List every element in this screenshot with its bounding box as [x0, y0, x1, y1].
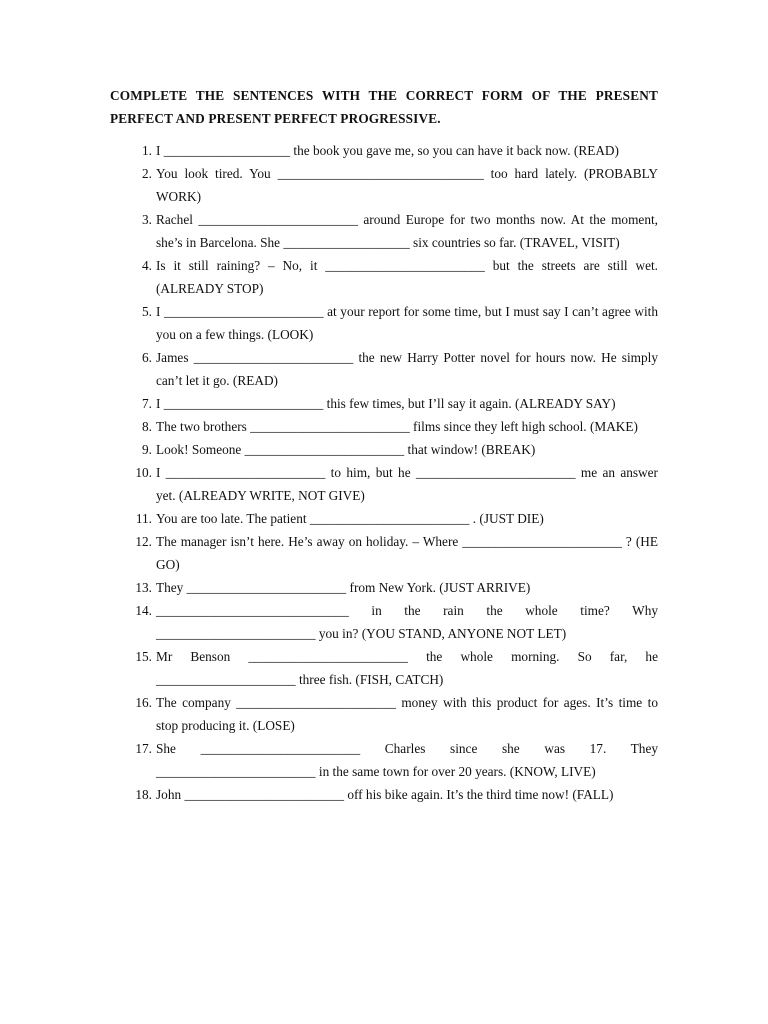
item-text: Rachel ________________________ around Europe for two months now. At the moment, she’s in Barcelona. She ___________________ six countries so far. (TRAVEL, VISIT): [156, 212, 658, 250]
exercise-item-7: [142, 392, 658, 415]
exercise-item-8: [142, 415, 658, 438]
title-line-2: PERFECT AND PRESENT PERFECT PROGRESSIVE.: [110, 111, 441, 126]
item-number: 14.: [135, 603, 152, 618]
item-text: I ___________________ the book you gave me, so you can have it back now. (READ): [156, 143, 619, 158]
exercise-item-12: [135, 530, 658, 576]
item-number: 6.: [142, 350, 152, 365]
exercise-item-15: [135, 645, 658, 691]
item-number: 16.: [135, 695, 152, 710]
item-number: 2.: [142, 166, 152, 181]
exercise-item-2: [142, 162, 658, 208]
exercise-item-16: [135, 691, 658, 737]
exercise-item-6: [142, 346, 658, 392]
item-number: 18.: [135, 787, 152, 802]
item-number: 7.: [142, 396, 152, 411]
item-text: I ________________________ this few times, but I’ll say it again. (ALREADY SAY): [156, 396, 616, 411]
exercise-item-1: [142, 139, 658, 162]
item-number: 13.: [135, 580, 152, 595]
item-text: The manager isn’t here. He’s away on holiday. – Where ________________________ ? (HE GO): [156, 534, 658, 572]
item-text: Is it still raining? – No, it ________________________ but the streets are still wet. (ALREADY STOP): [156, 258, 658, 296]
item-number: 11.: [135, 511, 152, 526]
item-number: 3.: [142, 212, 152, 227]
item-text: You look tired. You _______________________________ too hard lately. (PROBABLY WORK): [156, 166, 658, 204]
item-number: 9.: [142, 442, 152, 457]
item-text: Look! Someone ________________________ that window! (BREAK): [156, 442, 536, 457]
exercise-item-14: [135, 599, 658, 645]
item-text: John ________________________ off his bike again. It’s the third time now! (FALL): [156, 787, 614, 802]
item-text: The two brothers ________________________ films since they left high school. (MAKE): [156, 419, 638, 434]
item-text: They ________________________ from New York. (JUST ARRIVE): [156, 580, 531, 595]
item-number: 12.: [135, 534, 152, 549]
item-text: The company ________________________ money with this product for ages. It’s time to stop producing it. (LOSE): [156, 695, 658, 733]
worksheet-title: [110, 84, 658, 130]
item-number: 4.: [142, 258, 152, 273]
item-text: I ________________________ at your report for some time, but I must say I can’t agree with you on a few things. (LOOK): [156, 304, 658, 342]
exercise-item-5: [142, 300, 658, 346]
exercise-item-3: [142, 208, 658, 254]
exercise-item-4: [142, 254, 658, 300]
item-text: Mr Benson ________________________ the whole morning. So far, he _____________________ three fish. (FISH, CATCH): [156, 649, 658, 687]
exercise-item-17: [135, 737, 658, 783]
item-text: James ________________________ the new Harry Potter novel for hours now. He simply can’t let it go. (READ): [156, 350, 658, 388]
item-number: 8.: [142, 419, 152, 434]
item-text: You are too late. The patient ________________________ . (JUST DIE): [156, 511, 544, 526]
item-number: 10.: [135, 465, 152, 480]
exercise-item-11: [135, 507, 658, 530]
title-line-1: COMPLETE THE SENTENCES WITH THE CORRECT FORM OF THE PRESENT: [110, 88, 658, 103]
exercise-item-10: [135, 461, 658, 507]
exercise-item-18: [135, 783, 658, 806]
item-text: I ________________________ to him, but he ________________________ me an answer yet. (ALREADY WRITE, NOT GIVE): [156, 465, 658, 503]
item-number: 1.: [142, 143, 152, 158]
item-text: _____________________________ in the rain the whole time? Why ________________________ you in? (YOU STAND, ANYONE NOT LET): [156, 603, 658, 641]
item-number: 15.: [135, 649, 152, 664]
exercise-item-9: [142, 438, 658, 461]
exercise-list: [0, 139, 768, 806]
item-text: She ________________________ Charles since she was 17. They ________________________ in the same town for over 20 years. (KNOW, LIVE): [156, 741, 658, 779]
item-number: 17.: [135, 741, 152, 756]
exercise-item-13: [135, 576, 658, 599]
item-number: 5.: [142, 304, 152, 319]
